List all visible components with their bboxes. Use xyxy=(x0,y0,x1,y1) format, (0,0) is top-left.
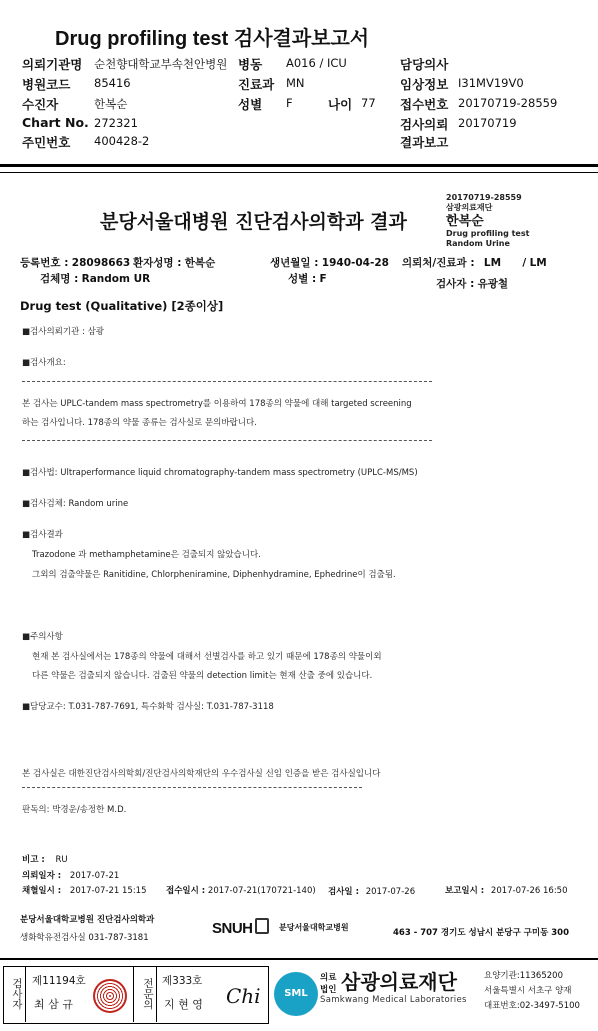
reviewer-label: 전문의 xyxy=(133,966,157,1022)
test-name: Drug test (Qualitative) [2종이상] xyxy=(20,299,224,313)
inspector-name: 최 삼 규 xyxy=(34,998,73,1011)
ref-a: LM xyxy=(483,257,502,269)
reviewer-signature: Chi xyxy=(226,984,261,1008)
req-date-label: 검사의뢰 xyxy=(400,117,449,132)
snuh-logo-text: 분당서울대학교병원 xyxy=(279,923,349,932)
lab-title: 분당서울대병원 진단검사의학과 결과 xyxy=(100,211,407,233)
examiner-label: 검사자 : xyxy=(436,278,475,290)
patient-label: 수진자 xyxy=(22,97,59,112)
result-heading: ■검사결과 xyxy=(22,530,63,540)
org-prefix-2: 법인 xyxy=(320,985,337,995)
note-line-1: 현재 본 검사실에서는 178종의 약물에 대해서 선별검사를 하고 있기 때문에 178종의 약물이외 xyxy=(32,652,382,662)
receipt-value: 20170719-28559 xyxy=(458,96,558,110)
divider xyxy=(0,164,598,167)
stamp-test: Drug profiling test xyxy=(446,229,530,238)
dashed-rule xyxy=(22,381,432,382)
dept-label: 진료과 xyxy=(238,77,275,92)
inspector-license: 제11194호 xyxy=(32,975,86,987)
receipt-label: 접수번호 xyxy=(400,97,449,112)
ref-sep: / xyxy=(522,257,527,269)
test-date-label: 검사일 : xyxy=(328,887,359,897)
req-date-label: 의뢰일자 : xyxy=(22,871,62,881)
footer xyxy=(0,962,598,1031)
result-line-2: 그외의 검출약물은 Ranitidine, Chlorpheniramine, Diphenhydramine, Ephedrine이 검출됨. xyxy=(32,570,396,580)
report-time-value: 2017-07-26 16:50 xyxy=(490,886,568,896)
stamp-id: 20170719-28559 xyxy=(446,193,522,202)
ref-org-value: 순천향대학교부속천안병원 xyxy=(94,57,228,71)
clin-info-label: 임상정보 xyxy=(400,77,449,92)
hospital-address: 463 - 707 경기도 성남시 분당구 구미동 300 xyxy=(393,928,570,938)
lab-patient-value: 한복순 xyxy=(184,257,216,269)
remark-label: 비고 : xyxy=(22,855,45,865)
dashed-rule xyxy=(22,440,432,441)
org-prefix-1: 의료 xyxy=(320,973,337,983)
snuh-logo: SNUH xyxy=(212,918,269,937)
reg-no-value: 28098663 xyxy=(71,257,131,269)
inspector-label: 검사자 xyxy=(4,966,26,1022)
method: ■검사법: Ultraperformance liquid chromatography-tandem mass spectrometry (UPLC-MS/MS) xyxy=(22,468,418,478)
result-line-1: Trazodone 과 methamphetamine은 검출되지 않았습니다. xyxy=(32,550,261,560)
draw-label: 채혈일시 : xyxy=(22,886,62,896)
age-label: 나이 xyxy=(328,97,353,112)
institution-code: 요양기관:11365200 xyxy=(484,971,563,981)
ref-label: 의뢰처/진료과 : xyxy=(402,257,475,269)
specimen-label: 검체명 : xyxy=(40,273,79,285)
sex-label: 성별 xyxy=(238,97,263,112)
institution: ■검사의뢰기관 : 삼광 xyxy=(22,327,104,337)
ref-b: LM xyxy=(529,257,547,269)
reader: 판독의: 박경운/송정한 M.D. xyxy=(22,805,127,815)
note-line-2: 다른 약물은 검출되지 않습니다. 검출된 약물의 detection limit는 현재 산출 중에 있습니다. xyxy=(32,671,373,681)
draw-value: 2017-07-21 15:15 xyxy=(69,886,147,896)
certification: 본 검사실은 대한진단검사의학회/진단검사의학재단의 우수검사실 신임 인증을 받은 검사실입니다 xyxy=(22,769,381,779)
ward-label: 병동 xyxy=(238,57,263,72)
specimen-type: ■검사검체: Random urine xyxy=(22,499,129,509)
req-date-value: 20170719 xyxy=(458,116,517,130)
reviewer-name: 지 현 영 xyxy=(164,998,203,1011)
ward-value: A016 / ICU xyxy=(286,56,347,70)
resident-label: 주민번호 xyxy=(22,135,71,150)
report-header xyxy=(0,0,598,165)
age-value: 77 xyxy=(361,96,376,110)
dashed-rule xyxy=(22,787,362,788)
dob-label: 생년월일 : xyxy=(270,257,319,269)
specimen-value: Random UR xyxy=(81,273,151,285)
hosp-code-value: 85416 xyxy=(94,76,131,90)
hosp-code-label: 병원코드 xyxy=(22,77,71,92)
org-address: 서울특별시 서초구 양재 xyxy=(484,986,572,996)
report-title: Drug profiling test 검사결과보고서 xyxy=(55,28,370,50)
overview-heading: ■검사개요: xyxy=(22,358,66,368)
chart-value: 272321 xyxy=(94,116,138,130)
stamp-specimen: Random Urine xyxy=(446,239,510,248)
overview-line-2: 하는 검사입니다. 178종의 약물 종류는 검사실로 문의바랍니다. xyxy=(22,418,257,428)
divider xyxy=(0,958,598,960)
doctor-label: 담당의사 xyxy=(400,57,449,72)
stamp-patient: 한복순 xyxy=(446,214,484,229)
lab-patient-label: 환자성명 : xyxy=(133,257,182,269)
org-name: 삼광의료재단 xyxy=(341,970,457,994)
test-date-value: 2017-07-26 xyxy=(365,887,416,897)
lab-sex-label: 성별 : xyxy=(288,273,317,285)
inspector-seal xyxy=(93,979,127,1013)
recv-label: 접수일시 : xyxy=(166,886,206,896)
contact: ■담당교수: T.031-787-7691, 특수화학 검사실: T.031-787-3118 xyxy=(22,702,274,712)
patient-value: 한복순 xyxy=(94,97,128,111)
dob-value: 1940-04-28 xyxy=(321,257,389,269)
sml-logo: SML xyxy=(274,972,318,1016)
stamp-org: 삼광의료재단 xyxy=(446,203,493,212)
report-label: 결과보고 xyxy=(400,135,449,150)
reg-no-label: 등록번호 : xyxy=(20,257,69,269)
org-phone: 대표번호:02-3497-5100 xyxy=(484,1001,580,1011)
dept-name: 분당서울대학교병원 진단검사의학과 xyxy=(20,915,155,925)
recv-value: 2017-07-21(170721-140) xyxy=(207,886,316,896)
remark-value: RU xyxy=(55,855,68,865)
examiner-value: 유광철 xyxy=(477,278,509,290)
clin-info-value: I31MV19V0 xyxy=(458,76,524,90)
org-english: Samkwang Medical Laboratories xyxy=(320,995,467,1005)
reviewer-license: 제333호 xyxy=(162,975,203,987)
req-date-value: 2017-07-21 xyxy=(69,871,120,881)
sex-value: F xyxy=(286,96,293,110)
resident-value: 400428-2 xyxy=(94,134,150,148)
lab-sex-value: F xyxy=(319,273,327,285)
report-time-label: 보고일시 : xyxy=(445,886,485,896)
chart-label: Chart No. xyxy=(22,115,89,130)
ref-org-label: 의뢰기관명 xyxy=(22,57,83,72)
divider xyxy=(0,172,598,173)
note-heading: ■주의사항 xyxy=(22,632,63,642)
dept-value: MN xyxy=(286,76,305,90)
overview-line-1: 본 검사는 UPLC-tandem mass spectrometry를 이용하여 178종의 약물에 대해 targeted screening xyxy=(22,399,412,409)
lab-phone: 생화학유전검사실 031-787-3181 xyxy=(20,933,149,943)
